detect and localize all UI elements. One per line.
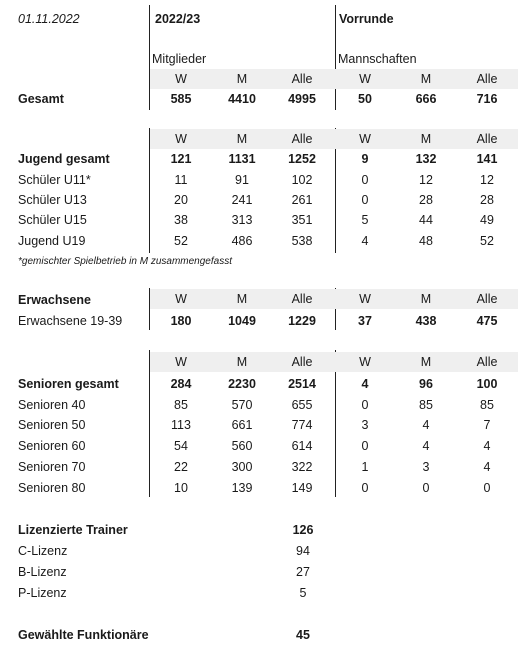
member-count-cell: 38 [174, 213, 188, 227]
team-count-cell: 1 [361, 460, 369, 474]
team-count-cell: 85 [419, 398, 433, 412]
team-count-cell: 9 [361, 152, 369, 166]
row-label: Senioren 60 [18, 439, 86, 453]
row-label: Erwachsene 19-39 [18, 314, 123, 328]
team-count-cell: 28 [419, 193, 433, 207]
row-label: Schüler U11* [18, 173, 91, 187]
row-label: Senioren 80 [18, 481, 86, 495]
team-count-cell: 4 [483, 460, 491, 474]
column-header-all: Alle [291, 72, 313, 86]
trainer-license-label: C-Lizenz [18, 544, 68, 558]
member-count-cell: 538 [291, 234, 313, 248]
team-count-cell: 50 [358, 92, 372, 106]
round-label: Vorrunde [339, 12, 394, 26]
row-label: Jugend gesamt [18, 152, 110, 166]
row-label: Senioren 50 [18, 418, 86, 432]
team-count-cell: 52 [480, 234, 494, 248]
column-header-w: W [175, 355, 187, 369]
member-count-cell: 20 [174, 193, 188, 207]
row-label: Gesamt [18, 92, 64, 106]
team-count-cell: 12 [480, 173, 494, 187]
member-count-cell: 121 [170, 152, 192, 166]
column-header-w: W [359, 292, 371, 306]
member-count-cell: 661 [231, 418, 253, 432]
team-count-cell: 0 [361, 439, 369, 453]
team-count-cell: 3 [361, 418, 369, 432]
member-count-cell: 149 [291, 481, 313, 495]
column-header-w: W [359, 132, 371, 146]
team-count-cell: 438 [415, 314, 437, 328]
divider-members [149, 350, 150, 497]
column-header-m: M [236, 355, 248, 369]
column-header-m: M [420, 72, 432, 86]
column-header-all: Alle [291, 355, 313, 369]
trainer-license-label: B-Lizenz [18, 565, 67, 579]
season-label: 2022/23 [155, 12, 201, 26]
member-count-cell: 1131 [228, 152, 256, 166]
team-count-cell: 5 [361, 213, 369, 227]
trainer-license-value: 94 [296, 544, 310, 558]
team-count-cell: 132 [415, 152, 437, 166]
member-count-cell: 139 [231, 481, 253, 495]
members-heading: Mitglieder [152, 52, 207, 66]
team-count-cell: 0 [361, 398, 369, 412]
team-count-cell: 0 [483, 481, 491, 495]
member-count-cell: 655 [291, 398, 313, 412]
column-header-w: W [359, 355, 371, 369]
member-count-cell: 614 [291, 439, 313, 453]
team-count-cell: 49 [480, 213, 494, 227]
row-label: Jugend U19 [18, 234, 86, 248]
divider-members [149, 5, 150, 110]
member-count-cell: 1252 [288, 152, 316, 166]
column-header-all: Alle [476, 355, 498, 369]
column-header-m: M [236, 132, 248, 146]
team-count-cell: 28 [480, 193, 494, 207]
team-count-cell: 85 [480, 398, 494, 412]
member-count-cell: 180 [170, 314, 192, 328]
member-count-cell: 300 [231, 460, 253, 474]
column-header-m: M [236, 72, 248, 86]
member-count-cell: 774 [291, 418, 313, 432]
team-count-cell: 4 [361, 377, 369, 391]
member-count-cell: 102 [291, 173, 313, 187]
column-header-w: W [175, 72, 187, 86]
member-count-cell: 113 [171, 418, 191, 432]
teams-heading: Mannschaften [338, 52, 417, 66]
column-header-w: W [175, 292, 187, 306]
trainer-license-value: 27 [296, 565, 310, 579]
trainers-total: 126 [292, 523, 314, 537]
row-label: Schüler U15 [18, 213, 87, 227]
team-count-cell: 12 [419, 173, 433, 187]
column-header-m: M [420, 292, 432, 306]
member-count-cell: 11 [174, 173, 188, 187]
member-count-cell: 85 [174, 398, 188, 412]
team-count-cell: 4 [422, 439, 430, 453]
member-count-cell: 284 [170, 377, 192, 391]
member-count-cell: 261 [291, 193, 313, 207]
column-header-w: W [175, 132, 187, 146]
column-header-all: Alle [476, 72, 498, 86]
team-count-cell: 3 [422, 460, 430, 474]
row-label: Senioren gesamt [18, 377, 119, 391]
member-count-cell: 2230 [228, 377, 256, 391]
member-count-cell: 585 [170, 92, 192, 106]
member-count-cell: 2514 [288, 377, 316, 391]
team-count-cell: 37 [358, 314, 372, 328]
team-count-cell: 96 [419, 377, 433, 391]
member-count-cell: 486 [231, 234, 253, 248]
team-count-cell: 48 [419, 234, 433, 248]
footnote: *gemischter Spielbetrieb in M zusammengefasst [18, 256, 232, 267]
member-count-cell: 241 [231, 193, 253, 207]
trainer-license-label: P-Lizenz [18, 586, 67, 600]
team-count-cell: 666 [415, 92, 437, 106]
column-header-m: M [236, 292, 248, 306]
team-count-cell: 0 [361, 173, 369, 187]
report-date: 01.11.2022 [18, 12, 80, 26]
member-count-cell: 570 [231, 398, 253, 412]
team-count-cell: 0 [361, 193, 369, 207]
column-header-all: Alle [476, 292, 498, 306]
officials-title: Gewählte Funktionäre [18, 628, 149, 642]
team-count-cell: 0 [422, 481, 430, 495]
member-count-cell: 4995 [288, 92, 316, 106]
team-count-cell: 4 [422, 418, 430, 432]
member-count-cell: 52 [174, 234, 188, 248]
row-label: Senioren 40 [18, 398, 86, 412]
team-count-cell: 7 [483, 418, 491, 432]
team-count-cell: 0 [361, 481, 369, 495]
row-label: Senioren 70 [18, 460, 86, 474]
member-count-cell: 22 [174, 460, 188, 474]
team-count-cell: 44 [419, 213, 433, 227]
trainer-license-value: 5 [299, 586, 307, 600]
section-title-erwachsene: Erwachsene [18, 293, 91, 307]
member-count-cell: 322 [291, 460, 313, 474]
team-count-cell: 716 [476, 92, 498, 106]
member-count-cell: 351 [291, 213, 313, 227]
team-count-cell: 141 [476, 152, 498, 166]
member-count-cell: 4410 [228, 92, 256, 106]
column-header-m: M [420, 132, 432, 146]
trainers-title: Lizenzierte Trainer [18, 523, 128, 537]
team-count-cell: 4 [483, 439, 491, 453]
column-header-m: M [420, 355, 432, 369]
column-header-all: Alle [291, 292, 313, 306]
member-count-cell: 10 [174, 481, 188, 495]
column-header-all: Alle [291, 132, 313, 146]
team-count-cell: 4 [361, 234, 369, 248]
row-label: Schüler U13 [18, 193, 87, 207]
member-count-cell: 1049 [228, 314, 256, 328]
team-count-cell: 100 [476, 377, 498, 391]
member-count-cell: 91 [235, 173, 249, 187]
column-header-w: W [359, 72, 371, 86]
officials-value: 45 [296, 628, 310, 642]
column-header-all: Alle [476, 132, 498, 146]
team-count-cell: 475 [476, 314, 498, 328]
member-count-cell: 313 [231, 213, 253, 227]
member-count-cell: 560 [231, 439, 253, 453]
member-count-cell: 1229 [288, 314, 316, 328]
member-count-cell: 54 [174, 439, 188, 453]
